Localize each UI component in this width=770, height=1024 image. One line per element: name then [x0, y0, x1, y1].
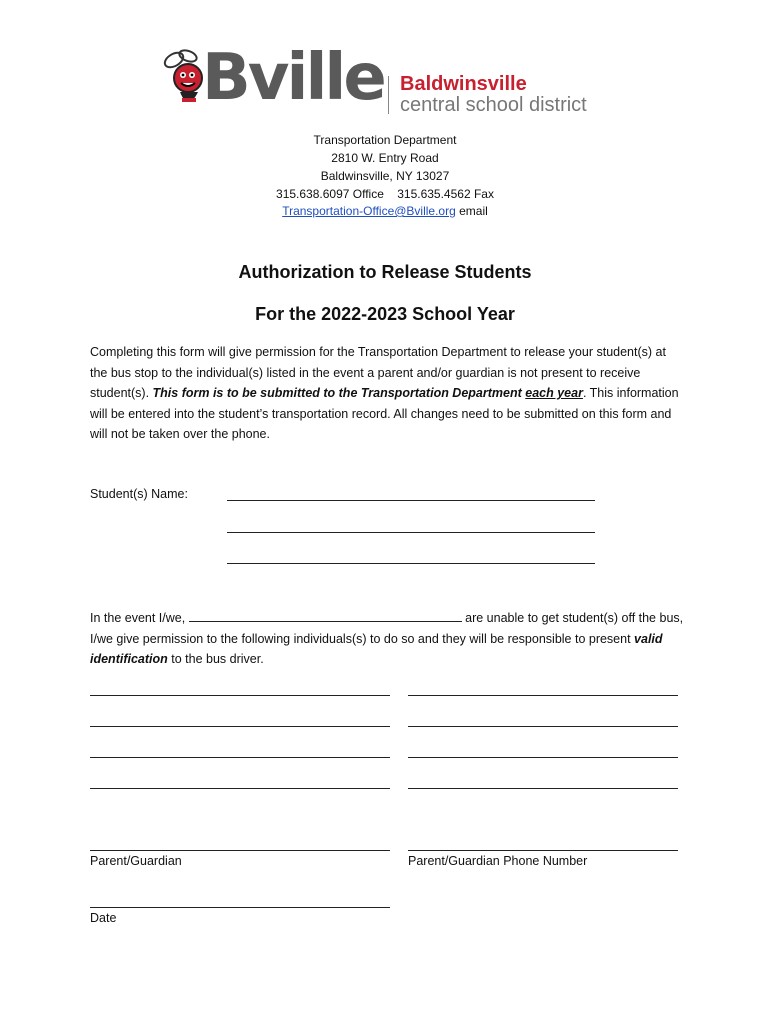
parent-guardian-line[interactable]: [90, 850, 390, 851]
date-line[interactable]: [90, 907, 390, 908]
individual-line-left-2[interactable]: [90, 726, 390, 727]
permission-text-2: are unable to get student(s) off the bus, I/we give permission to the following individuals(s) to do so and they will be responsible to present: [90, 611, 684, 646]
intro-text-2: . This information will be entered into the student’s transportation record. All changes need to be submitted on this form and will not be taken over the phone.: [90, 386, 679, 441]
email-suffix: email: [455, 204, 488, 218]
intro-paragraph: [90, 342, 685, 445]
individual-line-left-4[interactable]: [90, 788, 390, 789]
form-subtitle: For the 2022-2023 School Year: [255, 304, 515, 324]
individual-line-left-3[interactable]: [90, 757, 390, 758]
individual-line-right-4[interactable]: [408, 788, 678, 789]
intro-text-1: Completing this form will give permission for the Transportation Department to release your student(s) at the bus stop to the individual(s) listed in the event a parent and/or guardian is not present to receive student(s).: [90, 345, 666, 400]
form-title: Authorization to Release Students: [238, 262, 532, 282]
logo-wordmark: Bville: [202, 41, 384, 115]
student-name-line-2[interactable]: [227, 532, 595, 533]
contact-address: 2810 W. Entry Road: [331, 151, 439, 165]
intro-bold-underline: each year: [525, 386, 583, 400]
individual-line-right-1[interactable]: [408, 695, 678, 696]
permission-text-3: to the bus driver.: [167, 652, 264, 666]
logo-divider: [388, 76, 389, 114]
logo-district-name: Baldwinsville: [400, 73, 527, 95]
logo-district-subtitle: central school district: [400, 94, 587, 116]
intro-bold-text: This form is to be submitted to the Transportation Department: [152, 386, 526, 400]
phone-number-label: Parent/Guardian Phone Number: [408, 854, 588, 868]
contact-department: Transportation Department: [313, 133, 457, 147]
email-link[interactable]: Transportation-Office@Bville.org: [282, 204, 456, 218]
date-label: Date: [90, 911, 117, 925]
permission-text-1: In the event I/we,: [90, 611, 189, 625]
contact-email-line: [0, 202, 770, 220]
students-label: Student(s) Name:: [90, 487, 188, 501]
permission-paragraph: [90, 608, 685, 670]
student-name-line-3[interactable]: [227, 563, 595, 564]
individual-line-right-2[interactable]: [408, 726, 678, 727]
guardian-name-blank[interactable]: [189, 609, 462, 622]
individual-line-left-1[interactable]: [90, 695, 390, 696]
individual-line-right-3[interactable]: [408, 757, 678, 758]
district-logo: [158, 41, 618, 118]
contact-city: Baldwinsville, NY 13027: [320, 169, 450, 183]
parent-guardian-label: Parent/Guardian: [90, 854, 182, 868]
student-name-line-1[interactable]: [227, 500, 595, 501]
permission-bold-text: valid identification: [90, 631, 663, 666]
contact-phones: 315.638.6097 Office 315.635.4562 Fax: [276, 187, 494, 201]
phone-number-line[interactable]: [408, 850, 678, 851]
